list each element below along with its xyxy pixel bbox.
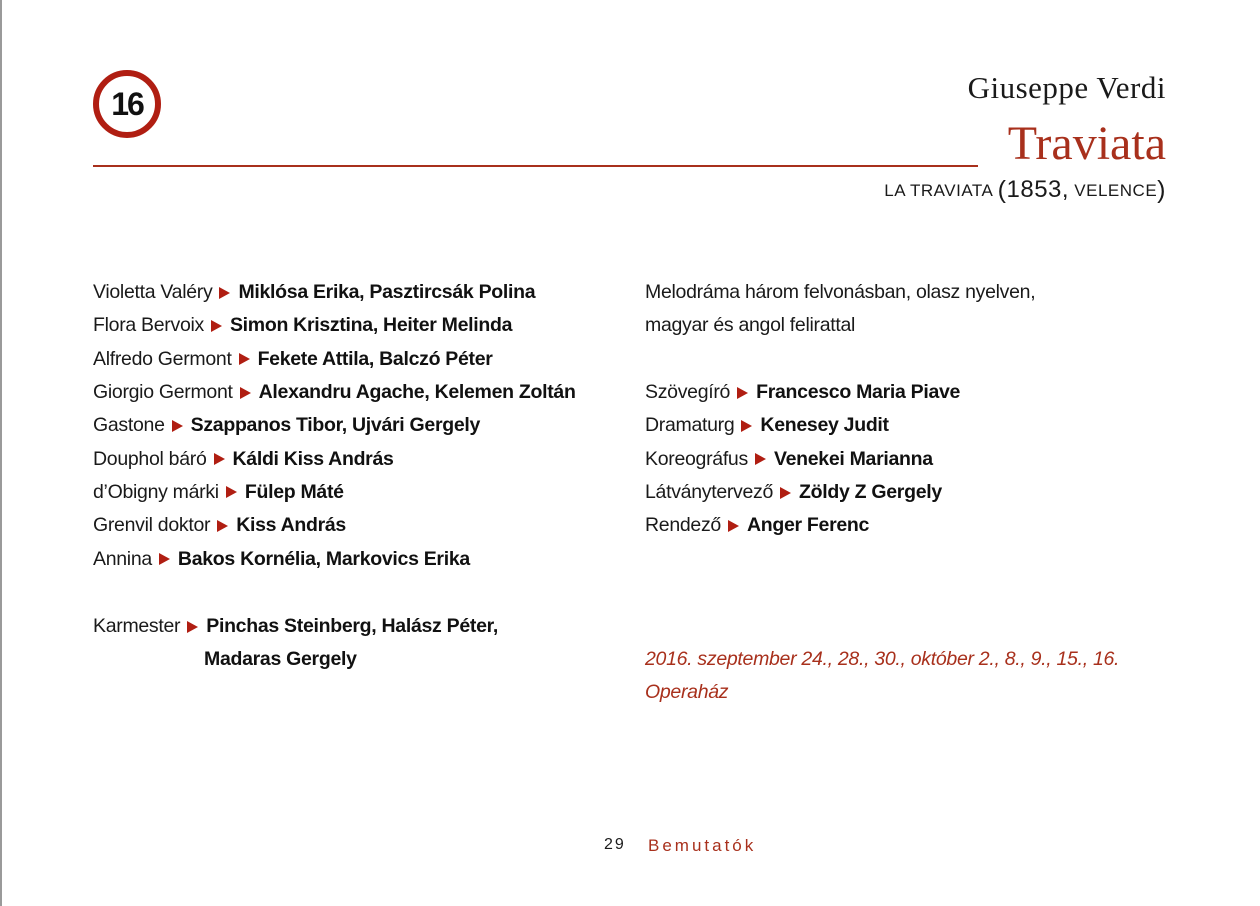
arrow-right-icon — [159, 553, 170, 565]
arrow-right-icon — [737, 387, 748, 399]
description-line: magyar és angol felirattal — [645, 314, 856, 337]
arrow-right-icon — [217, 520, 228, 532]
role-label: Koreográfus — [645, 447, 748, 470]
cast-row — [93, 476, 576, 509]
crew-list — [645, 376, 960, 542]
performer-names: Szappanos Tibor, Ujvári Gergely — [190, 414, 481, 437]
role-label: Annina — [93, 547, 152, 570]
page-footer — [0, 836, 1260, 860]
cast-list — [93, 276, 576, 576]
performer-names: Káldi Kiss András — [232, 447, 394, 470]
cast-row — [93, 542, 576, 575]
crew-names: Kenesey Judit — [760, 414, 889, 437]
composer-name: Giuseppe Verdi — [967, 70, 1166, 105]
role-label: Rendező — [645, 514, 721, 537]
role-label: Flora Bervoix — [93, 314, 204, 337]
conductor-row — [93, 610, 498, 643]
premiere-year: 1853, — [1006, 176, 1070, 203]
original-title-line — [884, 176, 1166, 205]
arrow-right-icon — [211, 320, 222, 332]
title-divider — [93, 165, 978, 167]
role-label: Dramaturg — [645, 414, 735, 437]
description-line: Melodráma három felvonásban, olasz nyelven, — [645, 281, 1036, 304]
performance-info — [645, 643, 1119, 710]
crew-row — [645, 509, 960, 542]
role-label: Szövegíró — [645, 381, 731, 404]
cast-row — [93, 376, 576, 409]
performer-names: Kiss András — [236, 514, 346, 537]
role-label: Karmester — [93, 615, 181, 638]
arrow-right-icon — [214, 453, 225, 465]
arrow-right-icon — [226, 486, 237, 498]
cast-row — [93, 343, 576, 376]
page-edge-rule — [0, 0, 2, 906]
age-rating-badge: 16 — [93, 70, 161, 138]
cast-row — [93, 309, 576, 342]
crew-names: Anger Ferenc — [746, 514, 870, 537]
role-label: Grenvil doktor — [93, 514, 211, 537]
performer-names: Fülep Máté — [244, 480, 344, 503]
crew-row — [645, 476, 960, 509]
production-description — [645, 276, 1035, 343]
cast-row — [93, 276, 576, 309]
role-label: Gastone — [93, 414, 165, 437]
arrow-right-icon — [240, 387, 251, 399]
performance-dates: 2016. szeptember 24., 28., 30., október 2., 8., 9., 15., 16. — [645, 648, 1120, 671]
performer-names: Pinchas Steinberg, Halász Péter, — [206, 615, 498, 638]
opera-title: Traviata — [1007, 117, 1166, 170]
role-label: d’Obigny márki — [93, 480, 219, 503]
arrow-right-icon — [187, 621, 198, 633]
performer-names: Alexandru Agache, Kelemen Zoltán — [258, 381, 576, 404]
performer-names: Bakos Kornélia, Markovics Erika — [177, 547, 470, 570]
crew-row — [645, 409, 960, 442]
arrow-right-icon — [219, 287, 230, 299]
arrow-right-icon — [172, 420, 183, 432]
cast-row — [93, 509, 576, 542]
role-label: Violetta Valéry — [93, 281, 213, 304]
cast-row — [93, 442, 576, 475]
performer-names: Fekete Attila, Balczó Péter — [257, 347, 493, 370]
performer-names: Miklósa Erika, Pasztircsák Polina — [238, 281, 536, 304]
conductor-block — [93, 610, 498, 677]
crew-names: Zöldy Z Gergely — [799, 481, 942, 504]
role-label: Giorgio Germont — [93, 381, 233, 404]
role-label: Látványtervező — [645, 481, 774, 504]
arrow-right-icon — [780, 487, 791, 499]
arrow-right-icon — [741, 420, 752, 432]
performance-venue: Operaház — [645, 681, 729, 704]
performer-names-continued: Madaras Gergely — [204, 648, 357, 671]
crew-row — [645, 443, 960, 476]
cast-row — [93, 409, 576, 442]
role-label: Douphol báró — [93, 447, 207, 470]
arrow-right-icon — [728, 520, 739, 532]
performer-names: Simon Krisztina, Heiter Melinda — [229, 314, 513, 337]
arrow-right-icon — [755, 453, 766, 465]
crew-names: Francesco Maria Piave — [756, 381, 961, 404]
original-title: LA TRAVIATA — [884, 181, 993, 200]
open-paren: ( — [997, 176, 1007, 204]
close-paren: ) — [1157, 176, 1166, 204]
crew-names: Venekei Marianna — [773, 447, 933, 470]
crew-row — [645, 376, 960, 409]
premiere-place: VELENCE — [1074, 181, 1158, 200]
role-label: Alfredo Germont — [93, 347, 232, 370]
arrow-right-icon — [239, 353, 250, 365]
section-name: Bemutatók — [648, 836, 757, 855]
page-number: 29 — [604, 836, 626, 853]
